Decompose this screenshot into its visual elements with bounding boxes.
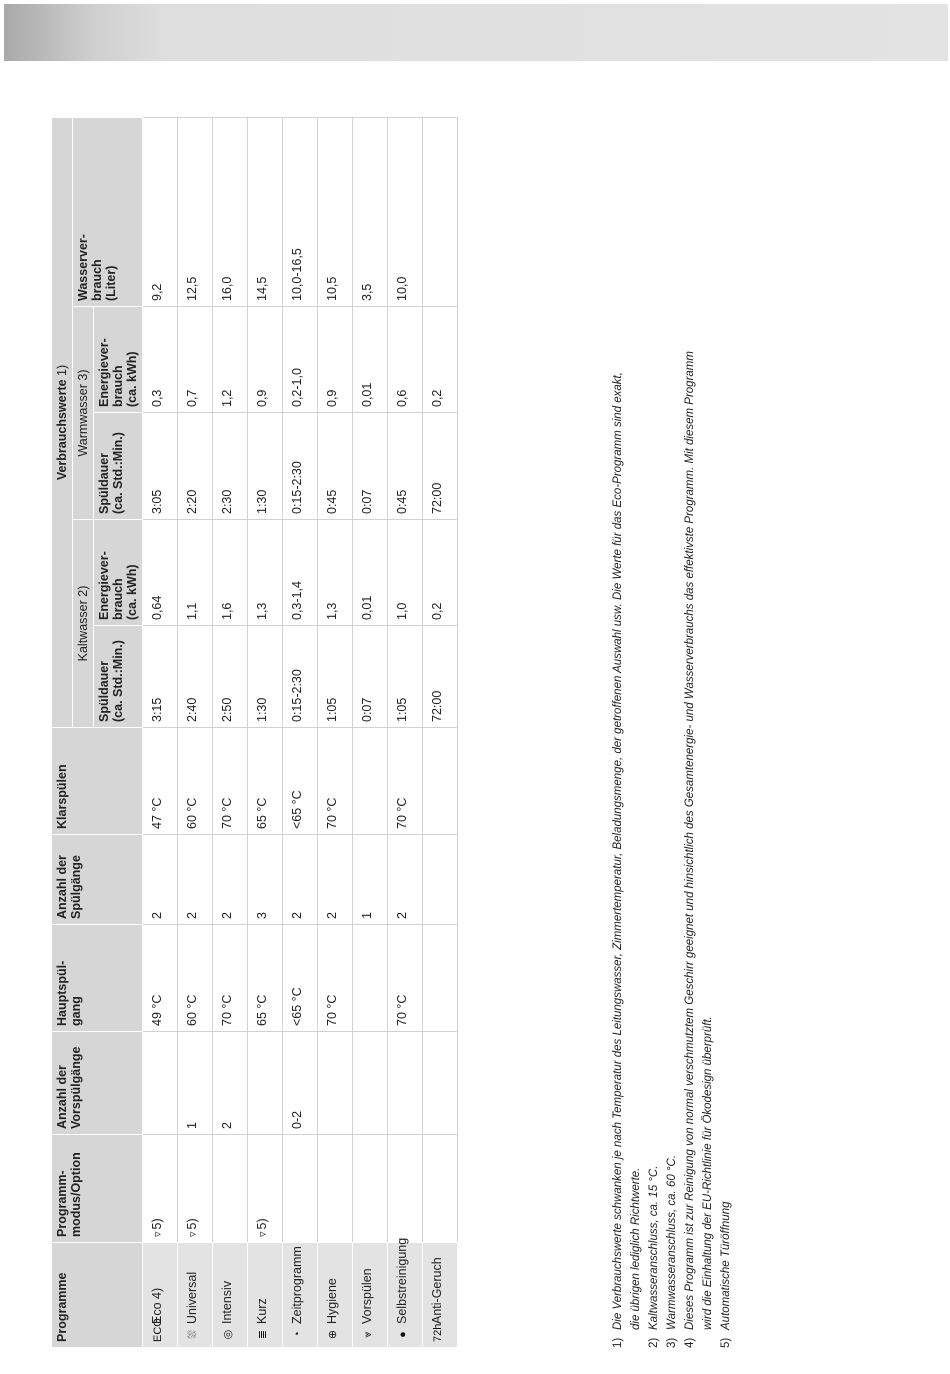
universal-icon: ⛆ [187, 1330, 199, 1339]
col-header-programmmodus: Programm- modus/Option [52, 1135, 143, 1243]
footnote-text-block [609, 372, 645, 1330]
programme-name: Intensiv [220, 1280, 234, 1324]
cell-wasser: 16,0 [213, 117, 248, 306]
col-header-hauptspuelgang: Hauptspül- gang [52, 925, 143, 1032]
programme-name: Universal [185, 1271, 199, 1324]
cell-w-dauer: 3:05 [143, 413, 178, 520]
footnotes [609, 118, 735, 1348]
cell-w-dauer: 1:30 [248, 413, 283, 520]
programme-cell [248, 1243, 283, 1348]
cell-wasser: 10,5 [318, 117, 353, 306]
programme-cell [283, 1243, 318, 1348]
cell-klar: 60 °C [178, 728, 213, 835]
cell-w-energie: 0,9 [248, 307, 283, 413]
cell-vorspuel [388, 1032, 423, 1135]
cell-w-dauer: 2:30 [213, 413, 248, 520]
cell-vorspuel [143, 1032, 178, 1135]
col-header-w-energieverbrauch: Energiever- brauch (ca. kWh) [94, 307, 143, 413]
programme-cell [213, 1243, 248, 1348]
col-header-anzahl-spuelgaenge: Anzahl der Spülgänge [52, 835, 143, 925]
cell-spuel: 2 [388, 835, 423, 925]
cell-k-dauer: 1:05 [388, 626, 423, 728]
cell-vorspuel [423, 1032, 458, 1135]
programme-cell [423, 1243, 458, 1348]
cell-haupt: <65 °C [283, 925, 318, 1032]
cell-wasser: 3,5 [353, 117, 388, 306]
cell-k-energie: 1,3 [318, 520, 353, 626]
cell-vorspuel: 0-2 [283, 1032, 318, 1135]
footnote-number: 5) [720, 1337, 732, 1348]
programme-cell [178, 1243, 213, 1348]
programmmodus-cell [318, 1135, 353, 1243]
rotated-page-content [51, 118, 732, 1348]
cell-k-dauer: 2:50 [213, 626, 248, 728]
cell-k-dauer: 72:00 [423, 626, 458, 728]
cell-klar [353, 728, 388, 835]
cell-spuel: 2 [143, 835, 178, 925]
cell-k-energie: 0,3-1,4 [283, 520, 318, 626]
footnote-number: 3) [666, 1337, 678, 1348]
table-row [143, 117, 178, 1347]
programm-modus-icon: ▿ [257, 1231, 269, 1237]
cell-k-dauer: 3:15 [143, 626, 178, 728]
programmmodus-ref: 5) [150, 1218, 164, 1230]
cell-k-energie: 0,01 [353, 520, 388, 626]
cell-haupt [353, 925, 388, 1032]
programmmodus-cell [283, 1135, 318, 1243]
col-header-k-energieverbrauch: Energiever- brauch (ca. kWh) [94, 520, 143, 626]
programme-cell [353, 1243, 388, 1348]
cell-w-dauer: 2:20 [178, 413, 213, 520]
programme-name: Selbstreinigung [395, 1237, 409, 1324]
programme-name: Hygiene [325, 1278, 339, 1324]
cell-wasser: 9,2 [143, 117, 178, 306]
cell-k-energie: 0,64 [143, 520, 178, 626]
col-header-warmwasser: Warmwasser 3) [73, 307, 94, 520]
cell-k-energie: 1,0 [388, 520, 423, 626]
cell-w-dauer: 0:07 [353, 413, 388, 520]
footnote-text: Kaltwasseranschluss, ca. 15 °C. [648, 1165, 660, 1330]
programmmodus-cell [423, 1135, 458, 1243]
cell-klar: 47 °C [143, 728, 178, 835]
anti-geruch-icon: 72h [432, 1323, 444, 1342]
cell-k-energie: 1,3 [248, 520, 283, 626]
intensiv-icon: ◎ [222, 1329, 234, 1340]
header-row-1 [52, 117, 73, 1347]
table-row [213, 117, 248, 1347]
table-row [318, 117, 353, 1347]
programme-name: Zeitprogramm [290, 1246, 304, 1324]
cell-w-dauer: 72:00 [423, 413, 458, 520]
page-header-bar [4, 4, 948, 61]
cell-wasser: 14,5 [248, 117, 283, 306]
table-row [178, 117, 213, 1347]
cell-klar: 70 °C [318, 728, 353, 835]
footnote-text-cont: wird die Einhaltung der EU-Richtlinie für Ökodesign überprüft. [702, 1016, 714, 1330]
cell-spuel: 2 [213, 835, 248, 925]
programme-cell [143, 1243, 178, 1348]
table-row [283, 117, 318, 1347]
cell-k-dauer: 2:40 [178, 626, 213, 728]
programme-name: Kurz [255, 1298, 269, 1324]
footnote [645, 118, 663, 1348]
consumption-table [51, 117, 458, 1348]
cell-w-energie: 0,01 [353, 307, 388, 413]
col-header-programme: Programme [52, 1243, 143, 1348]
footnote-text: Die Verbrauchswerte schwanken je nach Temperatur des Leitungswasser, Zimmertemperatur, Beladungsmenge, der getroffenen Auswahl usw. Die Werte für das Eco-Programm sind exakt, [612, 372, 624, 1330]
table-body [143, 117, 458, 1347]
timer-icon: ◔ [292, 1331, 304, 1338]
cell-haupt [423, 925, 458, 1032]
cell-haupt: 65 °C [248, 925, 283, 1032]
table-row [248, 117, 283, 1347]
cell-w-energie: 0,9 [318, 307, 353, 413]
footnote-number: 4) [684, 1337, 696, 1348]
cell-w-dauer: 0:15-2:30 [283, 413, 318, 520]
cell-w-energie: 0,7 [178, 307, 213, 413]
footnote-text-block [663, 1155, 681, 1330]
cell-w-energie: 1,2 [213, 307, 248, 413]
cell-klar: 65 °C [248, 728, 283, 835]
cell-vorspuel [318, 1032, 353, 1135]
cell-w-dauer: 0:45 [318, 413, 353, 520]
cell-spuel: 2 [318, 835, 353, 925]
programmmodus-cell [388, 1135, 423, 1243]
cell-k-dauer: 1:30 [248, 626, 283, 728]
eco-icon: ECO [152, 1318, 164, 1342]
footnote-text-block [645, 1166, 663, 1330]
table-row [388, 117, 423, 1347]
cell-k-energie: 0,2 [423, 520, 458, 626]
hygiene-icon: ⊕ [327, 1329, 339, 1340]
cell-k-dauer: 0:07 [353, 626, 388, 728]
programmmodus-cell [248, 1135, 283, 1243]
cell-wasser: 10,0-16,5 [283, 117, 318, 306]
footnote [681, 118, 717, 1348]
programmmodus-cell [213, 1135, 248, 1243]
cell-haupt: 70 °C [318, 925, 353, 1032]
cell-spuel [423, 835, 458, 925]
footnote [717, 118, 735, 1348]
cell-klar: 70 °C [213, 728, 248, 835]
footnote-text: Dieses Programm ist zur Reinigung von normal verschmutztem Geschirr geeignet und hinsichtlich des Gesamtenergie- und Wasserverbrauchs das effektivste Programm. Mit diesem Programm [684, 351, 696, 1330]
cell-haupt: 49 °C [143, 925, 178, 1032]
table-row [353, 117, 388, 1347]
cell-haupt: 70 °C [213, 925, 248, 1032]
cell-klar: <65 °C [283, 728, 318, 835]
cell-w-energie: 0,6 [388, 307, 423, 413]
cell-spuel: 3 [248, 835, 283, 925]
col-header-anzahl-vorspuelgaenge: Anzahl der Vorspülgänge [52, 1032, 143, 1135]
footnote-number: 1) [612, 1337, 624, 1348]
cell-haupt: 60 °C [178, 925, 213, 1032]
programmmodus-cell [143, 1135, 178, 1243]
cell-haupt: 70 °C [388, 925, 423, 1032]
programme-cell [318, 1243, 353, 1348]
programme-name: Vorspülen [360, 1268, 374, 1324]
cell-vorspuel: 2 [213, 1032, 248, 1135]
footnote-number: 2) [648, 1337, 660, 1348]
programmmodus-ref: 5) [185, 1218, 199, 1230]
programm-modus-icon: ▿ [187, 1231, 199, 1237]
footnote-text-block [681, 351, 717, 1330]
programme-cell [388, 1237, 423, 1348]
kurz-icon: ≣ [257, 1329, 269, 1340]
cell-k-dauer: 0:15-2:30 [283, 626, 318, 728]
programme-name: Eco 4) [150, 1287, 164, 1324]
table-row [423, 117, 458, 1347]
cell-w-energie: 0,3 [143, 307, 178, 413]
cell-w-energie: 0,2-1,0 [283, 307, 318, 413]
cell-wasser [423, 117, 458, 306]
cell-vorspuel [353, 1032, 388, 1135]
cell-wasser: 10,0 [388, 117, 423, 306]
footnote [663, 118, 681, 1348]
cell-k-energie: 1,6 [213, 520, 248, 626]
cell-k-dauer: 1:05 [318, 626, 353, 728]
col-header-w-spueldauer: Spüldauer (ca. Std.:Min.) [94, 413, 143, 520]
col-header-wasserverbrauch: Wasserver- brauch (Liter) [73, 117, 143, 306]
cell-klar [423, 728, 458, 835]
programm-modus-icon: ▿ [152, 1231, 164, 1237]
footnote-text-cont: die übrigen lediglich Richtwerte. [630, 1167, 642, 1330]
col-header-klarspuelen: Klarspülen [52, 728, 143, 835]
cell-w-energie: 0,2 [423, 307, 458, 413]
footnote [609, 118, 645, 1348]
cell-k-energie: 1,1 [178, 520, 213, 626]
cell-wasser: 12,5 [178, 117, 213, 306]
col-header-verbrauchswerte: Verbrauchswerte 1) [52, 117, 73, 727]
vorspuelen-icon: ⩔ [362, 1331, 374, 1338]
col-header-kaltwasser: Kaltwasser 2) [73, 520, 94, 728]
cell-w-dauer: 0:45 [388, 413, 423, 520]
selbstreinigung-icon: ● [397, 1331, 409, 1338]
programme-name: Anti-Geruch [430, 1257, 444, 1324]
cell-klar: 70 °C [388, 728, 423, 835]
cell-vorspuel [248, 1032, 283, 1135]
programmmodus-cell [178, 1135, 213, 1243]
footnote-text: Automatische Türöffnung [720, 1201, 732, 1330]
programmmodus-ref: 5) [255, 1218, 269, 1230]
cell-spuel: 2 [178, 835, 213, 925]
cell-spuel: 1 [353, 835, 388, 925]
programmmodus-cell [353, 1135, 388, 1243]
col-header-k-spueldauer: Spüldauer (ca. Std.:Min.) [94, 626, 143, 728]
footnote-text-block [717, 1202, 735, 1331]
footnote-text: Warmwasseranschluss, ca. 60 °C. [666, 1154, 678, 1330]
cell-spuel: 2 [283, 835, 318, 925]
cell-vorspuel: 1 [178, 1032, 213, 1135]
